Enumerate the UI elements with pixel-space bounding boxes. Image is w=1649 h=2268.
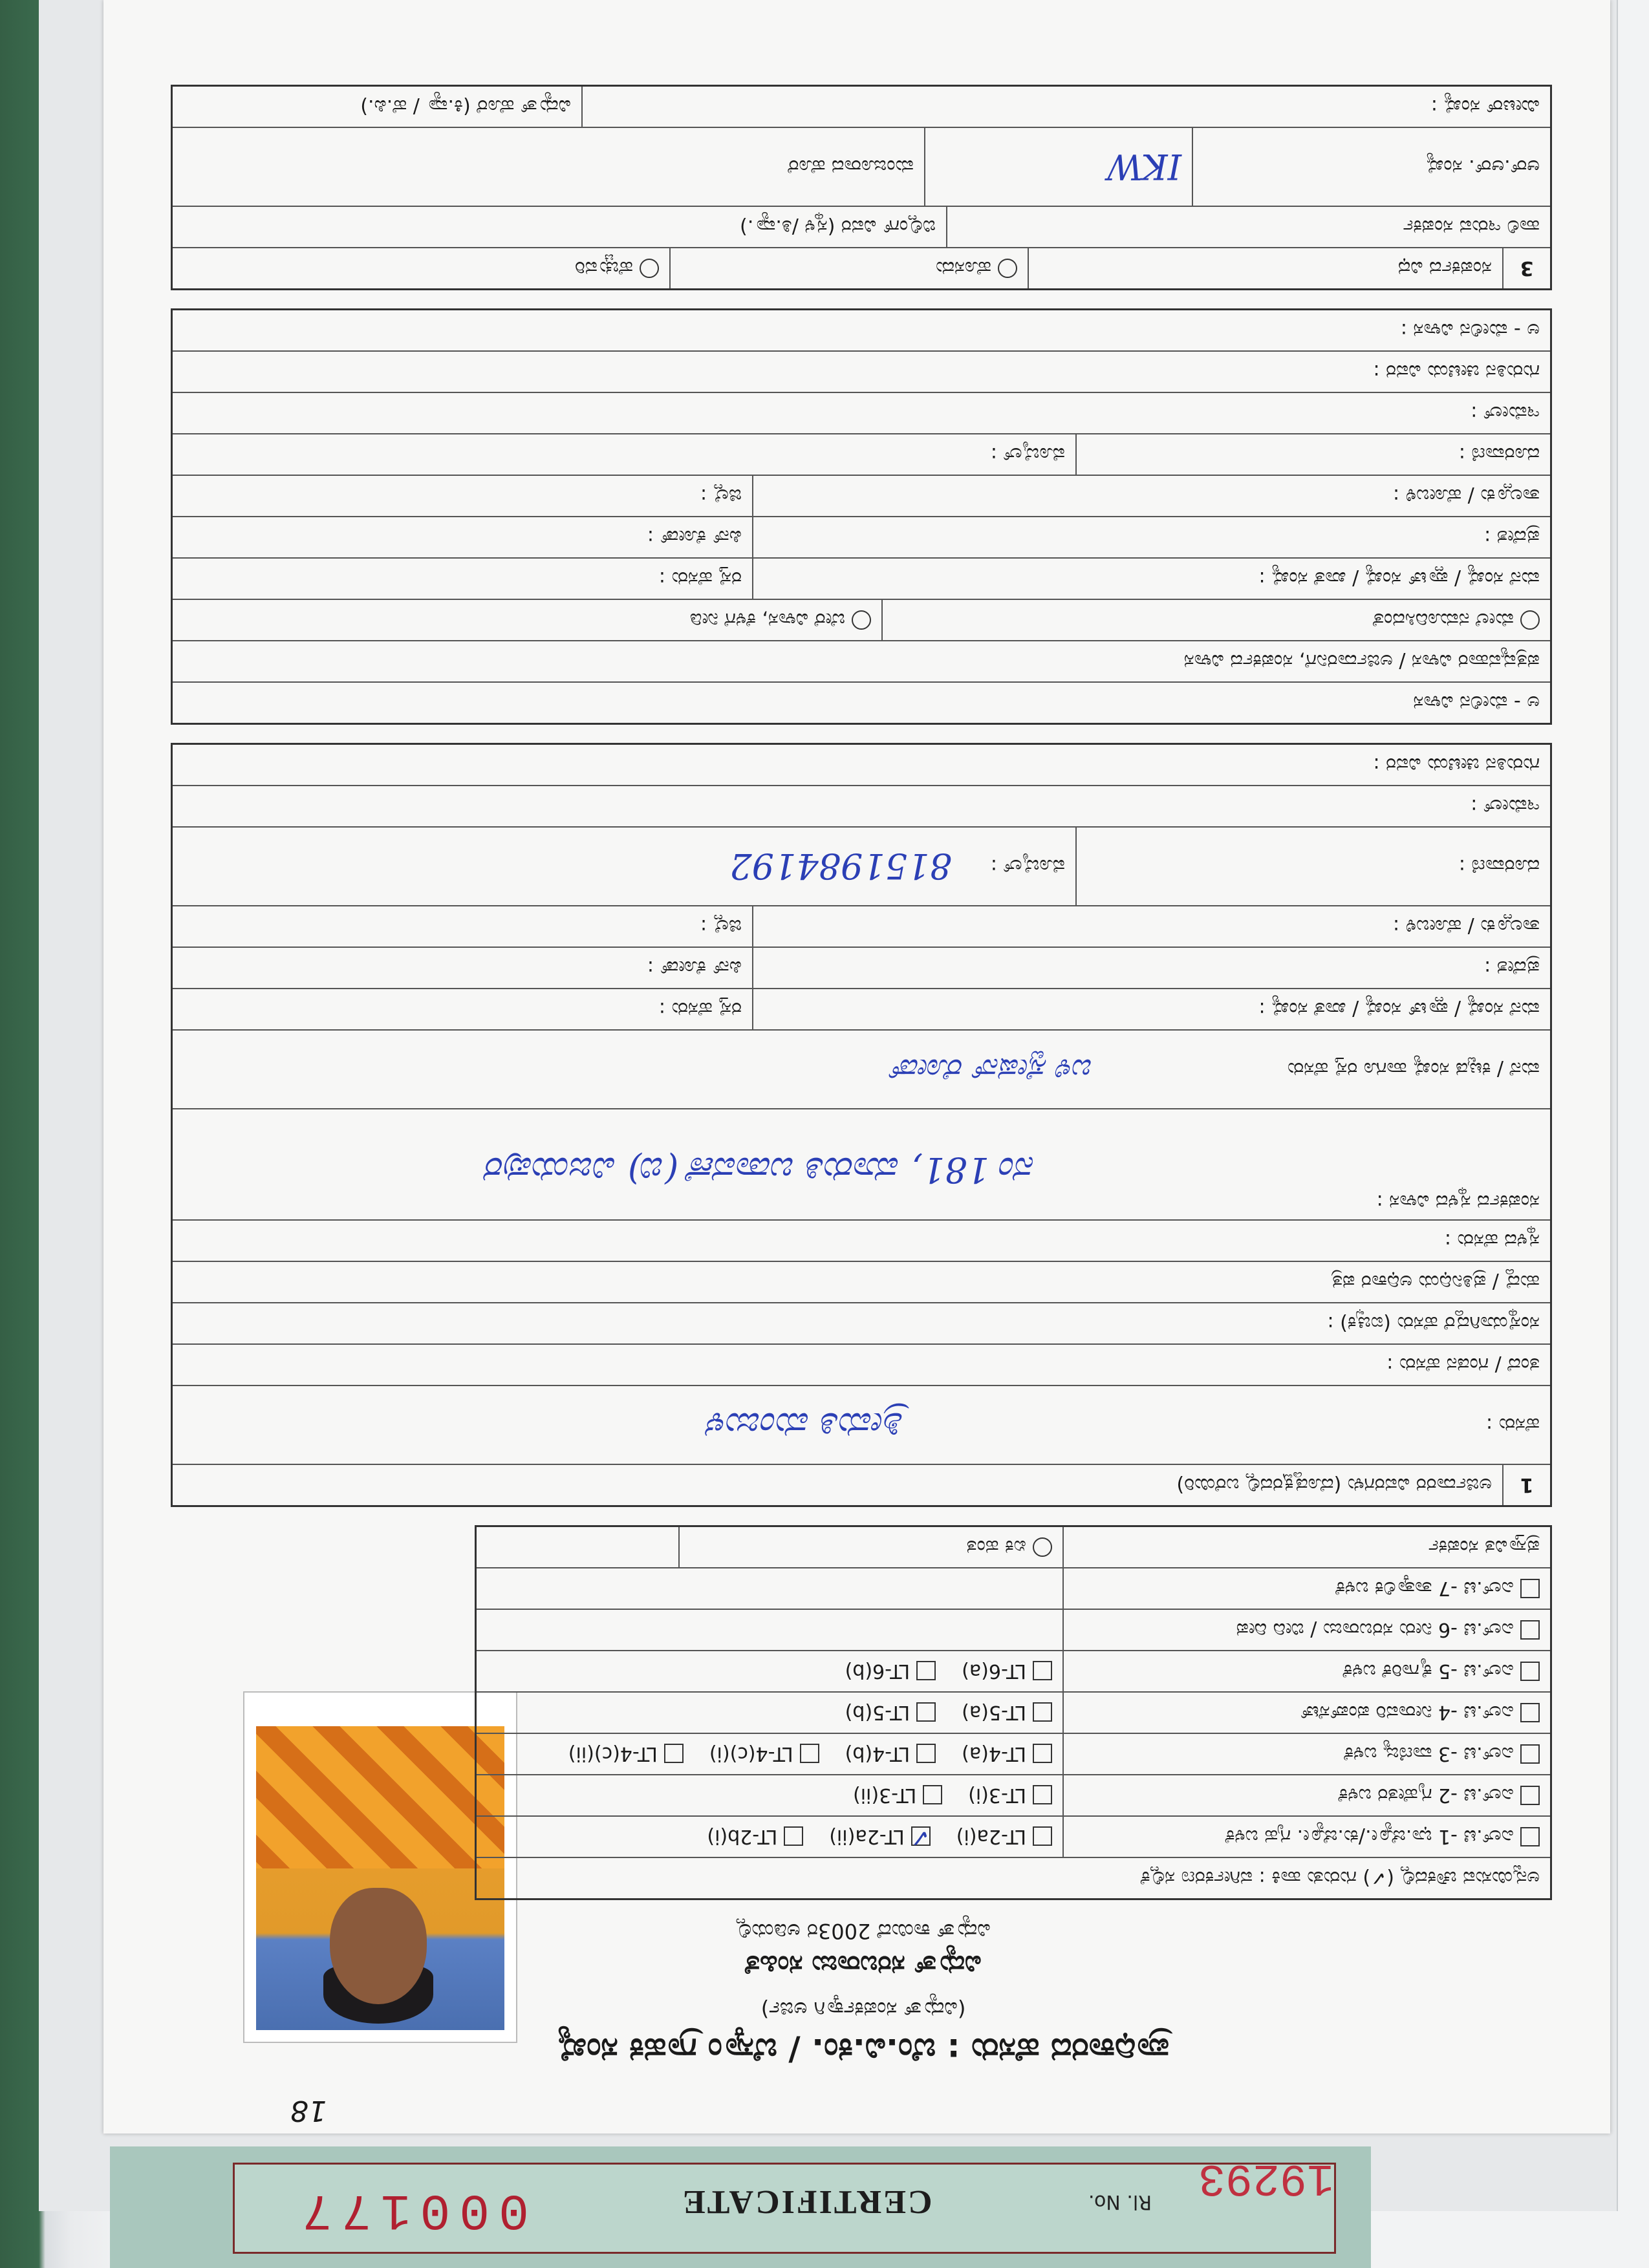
option-checkbox[interactable]	[1033, 1702, 1052, 1722]
sanctioned-load-label: ಮಂಜೂರಾದ ಹೊರೆ	[788, 155, 914, 178]
phone-label: ದೂರವಾಣಿ :	[1075, 828, 1550, 905]
option-checkbox[interactable]	[916, 1702, 936, 1722]
tariff-row: ಎಲ್.ಟಿ -2 ಗೃಹೇತರ ಬಳಕೆ LT-3(i) LT-3(ii)	[477, 1774, 1550, 1815]
tariff-instruction: ಅನ್ವಯಿಸುವ ಚೌಕದಲ್ಲಿ (✓) ಗುರುತು ಹಾಕಿ : ವರ್ಗೀಕರಣ ಸಲ್ಲಿಕೆ	[1140, 1867, 1540, 1890]
meter-number-label: ಮೀಟರ್ ಸಂಖ್ಯೆ :	[581, 87, 1550, 127]
door-label: ಮನೆ / ಕಟ್ಟಡ ಸಂಖ್ಯೆ ಹಾಗೂ ರಸ್ತೆ ಹೆಸರು	[1287, 1058, 1540, 1081]
option-checkbox[interactable]	[1033, 1661, 1052, 1680]
form-body	[175, 85, 1552, 2095]
phone-label-2: ದೂರವಾಣಿ :	[1075, 434, 1550, 475]
tariff-row: ಎಲ್.ಟಿ -3 ವಾಣಿಜ್ಯ ಬಳಕೆ LT-4(a) LT-4(b) LT-4(c)(i) LT-4(c)(ii)	[477, 1733, 1550, 1774]
section-number-3: 3	[1502, 248, 1550, 288]
rr-number-label: ಆರ್.ಆರ್. ಸಂಖ್ಯೆ	[1192, 128, 1550, 206]
mobile-label-2: ಮೊಬೈಲ್ :	[990, 443, 1065, 466]
section-number: 1	[1502, 1465, 1550, 1505]
tariff-checkbox[interactable]	[1520, 1703, 1540, 1722]
name-row	[173, 1385, 1550, 1464]
same-address-radio[interactable]	[1520, 610, 1540, 630]
email-label: ಇಮೇಲ್ :	[1471, 795, 1540, 818]
designation-label: ಹುದ್ದೆ / ಪ್ರತಿನಿಧಿಯ ಅಧಿಕಾರ ಪತ್ರ	[1331, 1270, 1540, 1294]
tariff-table	[475, 1525, 1552, 1900]
door-row	[173, 1029, 1550, 1108]
father-label: ತಂದೆ / ಗಂಡನ ಹೆಸರು :	[1386, 1353, 1540, 1376]
certificate-box	[233, 2152, 1336, 2254]
option-checkbox[interactable]	[1033, 1785, 1052, 1804]
serial-number: 19293	[1198, 2152, 1335, 2203]
load-label: ವಿದ್ಯುತ್ ಹೊರೆ (ಕಿ.ವ್ಯಾ / ಹೆ.ಪಿ.)	[360, 95, 571, 118]
address-row	[173, 1108, 1550, 1219]
phase-row: ಪ್ರಸ್ತಾವಿತ ಸಂಪರ್ಕ ಏಕ ಹಂತ	[477, 1527, 1550, 1567]
tariff-row: ಎಲ್.ಟಿ -4 ನೀರಾವರಿ ಪಂಪ್‌ಸೆಟ್ LT-5(a) LT-5(b)	[477, 1691, 1550, 1733]
area-label-2: ಪ್ರದೇಶ :	[752, 517, 1550, 557]
id-label: ಗುರುತಿನ ಚೀಟಿಯ ವಿವರ :	[1373, 753, 1540, 776]
section-heading: ಅರ್ಜಿದಾರರ ವಿವರಗಳು (ದೊಡ್ಡಕ್ಷರದಲ್ಲಿ ಬರೆಯಿರಿ)	[1176, 1473, 1492, 1497]
street-label: ರಸ್ತೆ ಹೆಸರು :	[658, 998, 742, 1021]
mobile-label: ಮೊಬೈಲ್ :	[990, 855, 1065, 878]
mobile-value[interactable]: 8151984192	[729, 846, 952, 887]
pin-label: ಪಿನ್ ಕೋಡ್ :	[647, 956, 742, 979]
tariff-checkbox[interactable]	[1520, 1662, 1540, 1681]
address-label: ಸಂಪರ್ಕದ ಸ್ಥಳದ ವಿಳಾಸ :	[1376, 1190, 1540, 1213]
connection-type-label: ಸಂಪರ್ಕದ ವಿಧ	[1028, 248, 1502, 288]
correspondence-note: ಪತ್ರವ್ಯವಹಾರ ವಿಳಾಸ / ಅರ್ಜಿದಾರನಿಗೆ, ಸಂಪರ್ಕದ ವಿಳಾಸ	[1183, 650, 1540, 673]
option-checkbox[interactable]	[916, 1744, 936, 1763]
email-label-2: ಇಮೇಲ್ :	[1471, 401, 1540, 425]
registration-number: 000177	[293, 2181, 529, 2238]
option-checkbox[interactable]	[784, 1826, 803, 1846]
form-title: ಪ್ರಾಧಿಕಾರದ ಹೆಸರು : ಬೆಂ.ವಿ.ಕಂ. / ಬೆಸ್ಕಾಂ ಗ್ರಾಹಕ ಸಂಖ್ಯೆ	[557, 2031, 1170, 2069]
door-value[interactable]: ಬಳಿ ಸ್ಟೇಷನ್ ರೋಡ್	[890, 1053, 1094, 1087]
option-checkbox[interactable]	[800, 1744, 819, 1763]
district-label-2: ಜಿಲ್ಲೆ :	[700, 484, 742, 508]
pin-label-2: ಪಿನ್ ಕೋಡ್ :	[647, 526, 742, 549]
tariff-checkbox[interactable]	[1520, 1827, 1540, 1846]
other-address-radio[interactable]	[852, 610, 871, 630]
district-label: ಜಿಲ್ಲೆ :	[700, 915, 742, 938]
additional-load-radio[interactable]	[640, 259, 659, 278]
billing-label: ಬಿಲ್ಲಿಂಗ್ ವಿವರ (ಸ್ಥಳ /ತಿ.ವ್ಯಾ.)	[740, 215, 936, 239]
form-rule: ವಿದ್ಯುತ್ ಕಾಯಿದೆ 2003ರ ಅಡಿಯಲ್ಲಿ	[736, 1919, 991, 1943]
street-label-2: ರಸ್ತೆ ಹೆಸರು :	[658, 567, 742, 590]
certificate-word: CERTIFICATE	[681, 2183, 932, 2220]
correspondence-section: ಅ - ಮೇಲಿನ ವಿಳಾಸ ಪತ್ರವ್ಯವಹಾರ ವಿಳಾಸ / ಅರ್ಜಿದಾರನಿಗೆ, ಸಂಪರ್ಕದ ವಿಳಾಸ ಮೇಲೆ ನಮೂದಿಸಿದಂತೆ ಬೇರೆ ವಿಳಾಸ, ಕೆಳಗೆ ನೀಡಿ ಮನೆ ಸಂಖ್ಯೆ / ಪ್ಲಾಟ್ ಸಂಖ್ಯೆ / ಖಾತೆ ಸಂಖ್ಯೆ : ರಸ್ತೆ ಹೆಸರು : ಪ್ರದೇಶ : ಪಿನ್ ಕೋಡ್ : ತಾಲ್ಲೂಕು / ಹೋಬಳಿ : ಜಿಲ್ಲೆ : ದೂರವಾಣಿ : ಮೊಬೈಲ್ : ಇಮೇಲ್ : ಗುರುತಿನ ಚೀಟಿಯ ವಿವರ : ಅ - ಮೇಲಿನ ವಿಳಾಸ :	[171, 308, 1552, 725]
option-checkbox[interactable]	[1033, 1744, 1052, 1763]
new-connection-radio[interactable]	[998, 259, 1017, 278]
alt-address-label: ಅ - ಮೇಲಿನ ವಿಳಾಸ :	[1400, 319, 1540, 342]
registration-number-label: Rl. No.	[1088, 2190, 1152, 2213]
area-label: ಪ್ರದೇಶ :	[752, 948, 1550, 988]
taluk-label: ತಾಲ್ಲೂಕು / ಹೋಬಳಿ :	[752, 906, 1550, 947]
address-value[interactable]: ನಂ 181, ಮಾರುತಿ ಬಡಾವಣೆ (ಬಿ) ವಿಜಯಪುರ	[486, 1150, 1035, 1190]
page-number: 18	[290, 2094, 327, 2127]
tariff-row: ಎಲ್.ಟಿ -1 ಭಾ.ಜ್ಯೋ./ಕು.ಜ್ಯೋ. ಗೃಹ ಬಳಕೆ LT-2a(i) ✓LT-2a(ii) LT-2b(i)	[477, 1815, 1550, 1857]
form-subtitle: (ವಿದ್ಯುತ್ ಸಂಪರ್ಕಕ್ಕಾಗಿ ಅರ್ಜಿ)	[760, 1997, 966, 2022]
tariff-checkbox[interactable]	[1520, 1620, 1540, 1640]
tariff-checkbox[interactable]	[1520, 1786, 1540, 1805]
name-label: ಹೆಸರು :	[1486, 1413, 1540, 1437]
phase-radio[interactable]	[1033, 1537, 1052, 1557]
option-checkbox[interactable]	[664, 1744, 684, 1763]
option-checkbox[interactable]	[916, 1661, 936, 1680]
name-value[interactable]: ಶ್ರೀಮತಿ ಮಂಜುಳ	[708, 1405, 905, 1446]
premises-label: ಸ್ಥಳದ ಹೆಸರು :	[1444, 1229, 1540, 1252]
applicant-section	[171, 743, 1552, 1507]
tariff-row: ಎಲ್.ಟಿ -5 ಕೈಗಾರಿಕೆ ಬಳಕೆ LT-6(a) LT-6(b)	[477, 1650, 1550, 1691]
tariff-row: ಎಲ್.ಟಿ -6 ನೀರು ಸರಬರಾಜು / ಬೀದಿ ದೀಪ	[477, 1609, 1550, 1650]
connection-section: 3 ಸಂಪರ್ಕದ ವಿಧ ಹೊಸದು ಹೆಚ್ಚುವರಿ ಹಾಲಿ ಇರುವ ಸಂಪರ್ಕ ಬಿಲ್ಲಿಂಗ್ ವಿವರ (ಸ್ಥಳ /ತಿ.ವ್ಯಾ.) ಆರ್.ಆರ್. ಸಂಖ್ಯೆ IKW ಮಂಜೂರಾದ ಹೊರೆ ಮೀಟರ್ ಸಂಖ್ಯೆ : ವಿದ್ಯುತ್ ಹೊರೆ (ಕಿ.ವ್ಯಾ / ಹೆ.ಪಿ.)	[171, 85, 1552, 290]
option-checkbox-checked[interactable]	[911, 1826, 931, 1846]
correspondence-heading: ಅ - ಮೇಲಿನ ವಿಳಾಸ	[1413, 691, 1540, 714]
application-form-page	[103, 0, 1610, 2134]
form-name: ವಿದ್ಯುತ್ ಸರಬರಾಜು ಸಂಹಿತೆ	[745, 1950, 982, 1980]
org-label: ಸಂಸ್ಥೆಯಾಗಿದ್ದರೆ ಹೆಸರು (ಐಚ್ಛಿಕ) :	[1327, 1312, 1540, 1335]
existing-connection-label: ಹಾಲಿ ಇರುವ ಸಂಪರ್ಕ	[946, 207, 1550, 247]
signature-value: IKW	[1106, 146, 1181, 187]
id-label-2: ಗುರುತಿನ ಚೀಟಿಯ ವಿವರ :	[1373, 360, 1540, 383]
house-no-label-2: ಮನೆ ಸಂಖ್ಯೆ / ಪ್ಲಾಟ್ ಸಂಖ್ಯೆ / ಖಾತೆ ಸಂಖ್ಯೆ :	[752, 559, 1550, 599]
tariff-checkbox[interactable]	[1520, 1744, 1540, 1764]
tariff-checkbox[interactable]	[1520, 1579, 1540, 1598]
house-no-label: ಮನೆ ಸಂಖ್ಯೆ / ಪ್ಲಾಟ್ ಸಂಖ್ಯೆ / ಖಾತೆ ಸಂಖ್ಯೆ :	[752, 989, 1550, 1029]
tariff-row: ಎಲ್.ಟಿ -7 ತಾತ್ಕಾಲಿಕ ಬಳಕೆ	[477, 1567, 1550, 1609]
taluk-label-2: ತಾಲ್ಲೂಕು / ಹೋಬಳಿ :	[752, 476, 1550, 516]
option-checkbox[interactable]	[1033, 1826, 1052, 1846]
option-checkbox[interactable]	[923, 1785, 942, 1804]
phase-label: ಪ್ರಸ್ತಾವಿತ ಸಂಪರ್ಕ	[1062, 1527, 1550, 1567]
